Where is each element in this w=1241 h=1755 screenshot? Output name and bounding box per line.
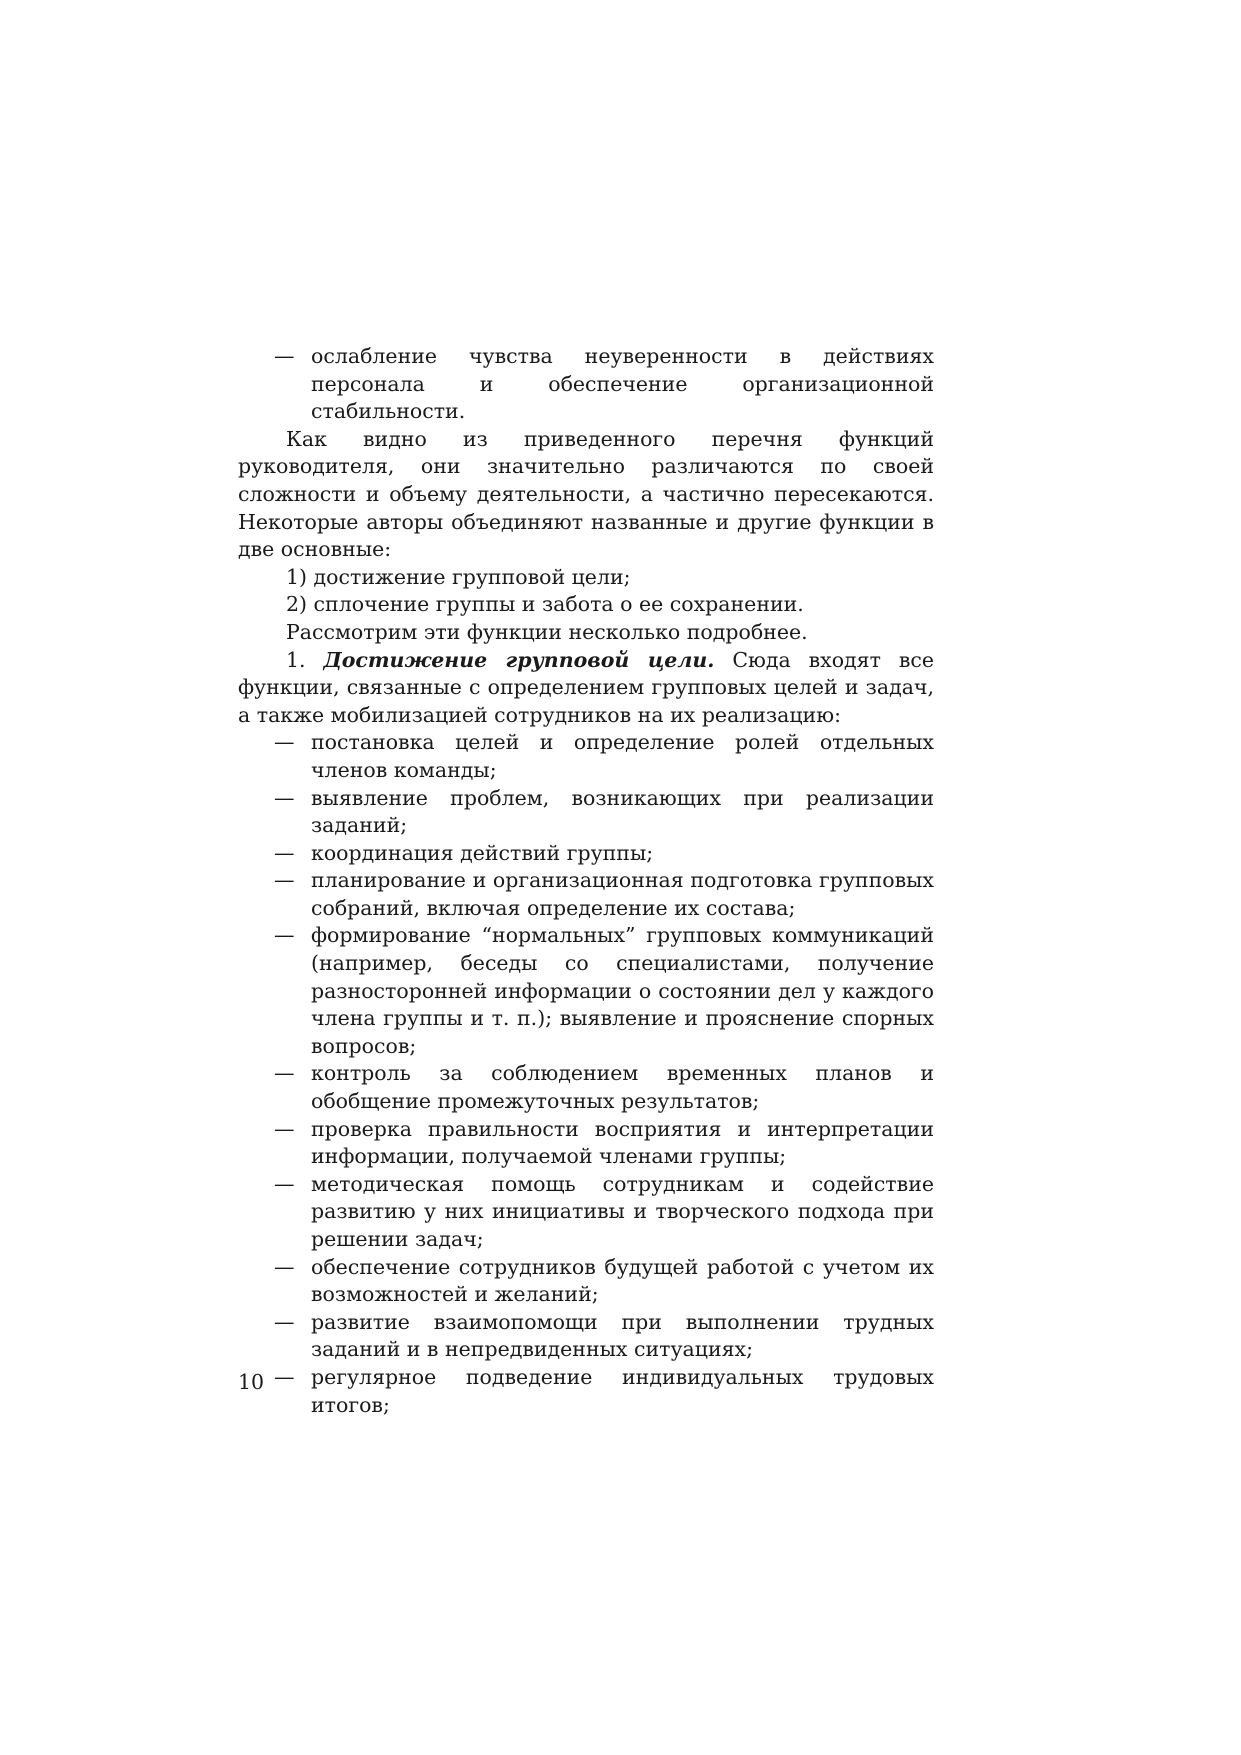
list-item-text: обеспечение сотрудников будущей работой с учетом их возможностей и желаний; <box>311 1254 934 1307</box>
dash-bullet: — <box>274 730 295 755</box>
list-item <box>238 867 934 922</box>
list-item-text: выявление проблем, возникающих при реализации заданий; <box>311 785 934 838</box>
dash-bullet: — <box>274 1364 295 1389</box>
list-item <box>238 343 934 426</box>
section-number: 1. <box>286 647 306 672</box>
section-paragraph <box>238 647 934 730</box>
list-item-text: методическая помощь сотрудникам и содействие развитию у них инициативы и творческого подхода при решении задач; <box>311 1171 934 1251</box>
dash-bullet: — <box>274 785 295 810</box>
dash-bullet: — <box>274 1254 295 1279</box>
dash-bullet: — <box>274 868 295 893</box>
list-item-text: проверка правильности восприятия и интерпретации информации, получаемой членами группы; <box>311 1116 934 1169</box>
section-text: Сюда входят все функции, связанные с определением групповых целей и задач, а также мобилизацией сотрудников на их реализацию: <box>238 647 934 727</box>
list-item-text: развитие взаимопомощи при выполнении трудных заданий и в непредвиденных ситуациях; <box>311 1309 934 1362</box>
list-item <box>238 1309 934 1364</box>
dash-bullet: — <box>274 1309 295 1334</box>
list-item-text: контроль за соблюдением временных планов и обобщение промежуточных результатов; <box>311 1061 934 1114</box>
list-item-text: регулярное подведение индивидуальных трудовых итогов; <box>311 1364 934 1417</box>
dash-bullet: — <box>274 840 295 865</box>
list-item <box>238 1364 934 1419</box>
dash-bullet: — <box>274 1171 295 1196</box>
list-item-text: планирование и организационная подготовка групповых собраний, включая определение их состава; <box>311 868 934 920</box>
list-item <box>238 840 934 868</box>
list-item <box>238 1116 934 1171</box>
paragraph: Как видно из приведенного перечня функций руководителя, они значительно различаются по своей сложности и объему деятельности, а частично пересекаются. Некоторые авторы объединяют названные и другие функции в две основные: <box>238 426 934 562</box>
list-item-text: координация действий группы; <box>311 840 654 865</box>
list-item <box>238 1171 934 1254</box>
numbered-item: 1) достижение групповой цели; <box>286 564 631 589</box>
section-title: Достижение групповой цели. <box>323 647 715 672</box>
dash-list <box>238 729 934 1419</box>
list-item <box>238 1060 934 1115</box>
paragraph: Рассмотрим эти функции несколько подробнее. <box>286 619 808 644</box>
list-item <box>238 922 934 1060</box>
list-item <box>238 1254 934 1309</box>
dash-bullet: — <box>274 1116 295 1141</box>
list-item <box>238 729 934 784</box>
list-item-text: постановка целей и определение ролей отдельных членов команды; <box>311 730 934 782</box>
numbered-item: 2) сплочение группы и забота о ее сохранении. <box>286 592 804 617</box>
dash-bullet: — <box>274 923 295 948</box>
dash-bullet: — <box>274 344 295 368</box>
dash-bullet: — <box>274 1061 295 1086</box>
list-item-text: формирование “нормальных” групповых коммуникаций (например, беседы со специалистами, получение разносторонней информации о состоянии дел у каждого члена группы и т. п.); выявление и прояснение спорных вопросов; <box>311 923 934 1058</box>
list-item <box>238 785 934 840</box>
list-item-text: ослабление чувства неуверенности в действиях персонала и обеспечение организационной стабильности. <box>311 344 934 424</box>
page-number: 10 <box>238 1370 265 1394</box>
page-body-text <box>238 343 934 1419</box>
